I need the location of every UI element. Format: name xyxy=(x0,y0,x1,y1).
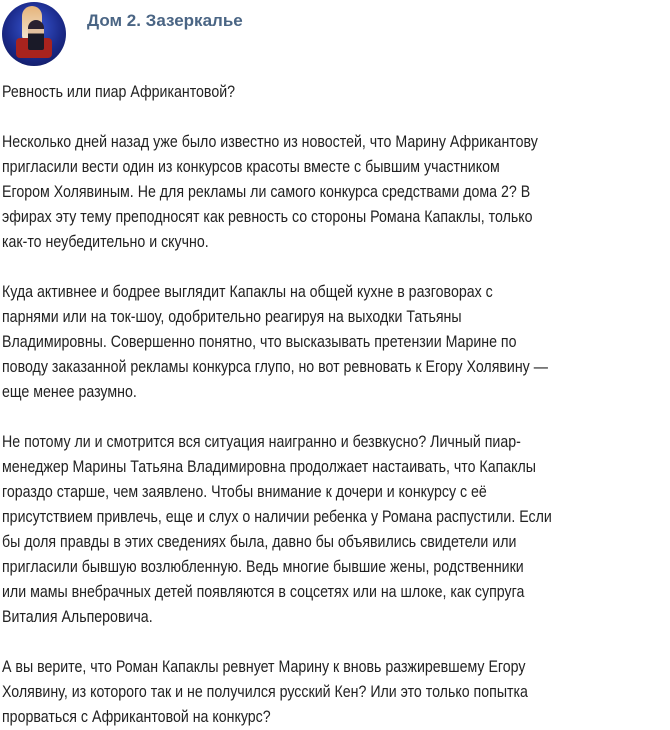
paragraph-line: бы доля правды в этих сведениях была, давно бы объявились свидетели или xyxy=(2,533,517,551)
paragraph-line: парнями или на ток-шоу, одобрительно реагируя на выходки Татьяны xyxy=(2,308,462,326)
paragraph-gap xyxy=(2,405,668,430)
paragraph-line: Егором Холявиным. Не для рекламы ли самого конкурса средствами дома 2? В xyxy=(2,183,531,201)
paragraph-gap xyxy=(2,105,668,130)
post-paragraph xyxy=(2,655,668,730)
paragraph-line: поводу заказанной рекламы конкурса глупо, но вот ревновать к Егору Холявину — xyxy=(2,358,548,376)
paragraph-line: Не потому ли и смотрится вся ситуация наигранно и безвкусно? Личный пиар- xyxy=(2,433,521,451)
post-paragraph xyxy=(2,130,668,255)
avatar-figure xyxy=(28,20,44,50)
paragraph-line: Виталия Альперовича. xyxy=(2,608,153,626)
post-heading: Ревность или пиар Африкантовой? xyxy=(2,83,236,101)
paragraph-line: менеджер Марины Татьяна Владимировна продолжает настаивать, что Капаклы xyxy=(2,458,537,476)
post-header xyxy=(0,0,670,70)
paragraph-gap xyxy=(2,255,668,280)
post-body xyxy=(2,80,668,730)
paragraph-line: А вы верите, что Роман Капаклы ревнует Марину к вновь разжиревшему Егору xyxy=(2,658,526,676)
paragraph-line: присутствием привлечь, еще и слух о наличии ребенка у Романа распустили. Если xyxy=(2,508,552,526)
group-avatar[interactable] xyxy=(2,2,66,66)
paragraph-line: Куда активнее и бодрее выглядит Капаклы на общей кухне в разговорах с xyxy=(2,283,493,301)
paragraph-gap xyxy=(2,630,668,655)
avatar-logo xyxy=(10,50,58,58)
paragraph-line: как-то неубедительно и скучно. xyxy=(2,233,209,251)
paragraph-line: гораздо старше, чем заявлено. Чтобы внимание к дочери и конкурсу с её xyxy=(2,483,487,501)
post-paragraph xyxy=(2,280,668,405)
paragraph-line: Владимировны. Совершенно понятно, что высказывать претензии Марине по xyxy=(2,333,517,351)
paragraph-line: Несколько дней назад уже было известно из новостей, что Марину Африкантову xyxy=(2,133,538,151)
paragraph-line: пригласили бывшую возлюбленную. Ведь многие бывшие жены, родственники xyxy=(2,558,524,576)
paragraph-line: пригласили вести один из конкурсов красоты вместе с бывшим участником xyxy=(2,158,500,176)
paragraph-line: еще менее разумно. xyxy=(2,383,137,401)
group-name-link[interactable]: Дом 2. Зазеркалье xyxy=(87,11,243,30)
paragraph-line: прорваться с Африкантовой на конкурс? xyxy=(2,708,271,726)
paragraph-line: Холявину, из которого так и не получился русский Кен? Или это только попытка xyxy=(2,683,528,701)
paragraph-line: или мамы внебрачных детей появляются в соцсетях или на шлоке, как супруга xyxy=(2,583,525,601)
post-paragraph xyxy=(2,430,668,630)
paragraph-line: эфирах эту тему преподносят как ревность со стороны Романа Капаклы, только xyxy=(2,208,533,226)
